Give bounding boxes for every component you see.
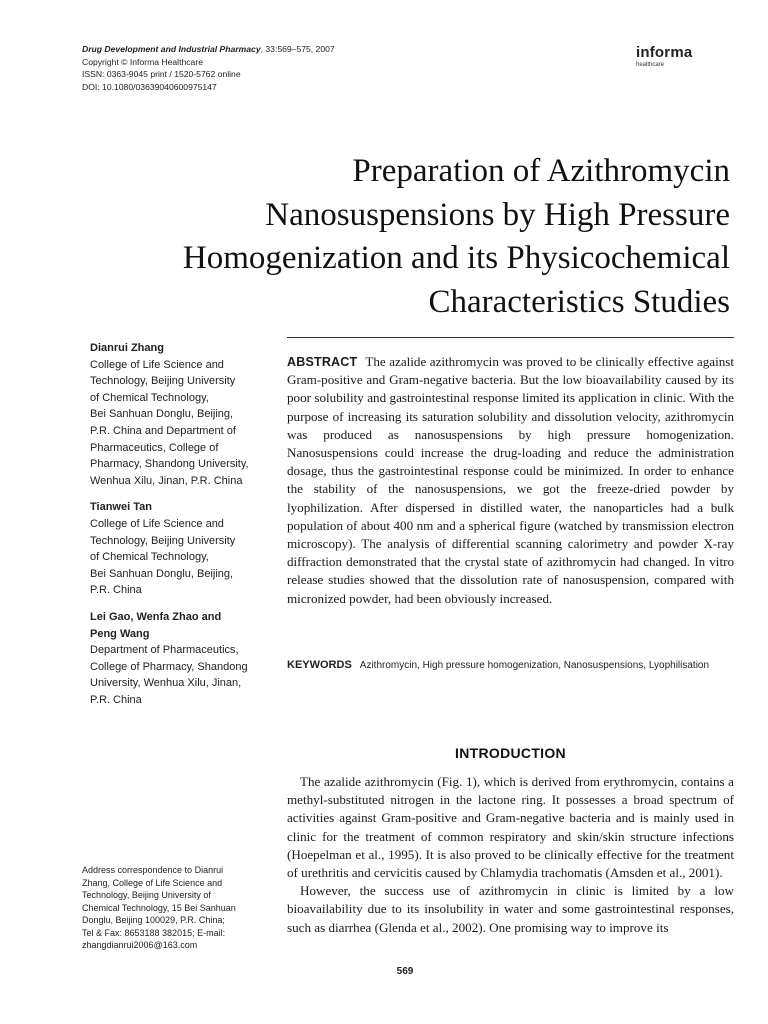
publisher-brand: informa — [636, 44, 693, 61]
title-line-4: Characteristics Studies — [428, 283, 730, 320]
abstract-label: ABSTRACT — [287, 355, 358, 369]
title-line-2: Nanosuspensions by High Pressure — [265, 196, 730, 233]
title-line-3: Homogenization and its Physicochemical — [182, 240, 730, 276]
author-block — [90, 340, 275, 489]
author-affiliation: Department of Pharmaceutics, College of Pharmacy, Shandong University, Wenhua Xilu, Jinan, P.R. China — [90, 644, 248, 706]
author-name: Dianrui Zhang — [90, 342, 164, 354]
journal-volume-pages: , 33:569–575, 2007 — [260, 44, 335, 54]
copyright-line: Copyright © Informa Healthcare — [82, 56, 203, 67]
keywords — [287, 658, 734, 673]
author-column — [90, 340, 275, 718]
author-block — [90, 499, 275, 599]
publisher-logo — [636, 44, 736, 69]
article-title — [80, 150, 730, 324]
keywords-text: Azithromycin, High pressure homogenization, Nanosuspensions, Lyophilisation — [359, 660, 710, 671]
title-line-1: Preparation of Azithromycin — [352, 153, 730, 189]
page-number: 569 — [396, 966, 414, 977]
title-divider — [287, 337, 734, 338]
intro-paragraph: The azalide azithromycin (Fig. 1), which is derived from erythromycin, contains a methyl-substituted nitrogen in the lactone ring. It possesses a broad spectrum of activities against Gram-positive and Gram-negative bacteria and is mainly used in clinic for the treatment of common respiratory and skin/skin structure infections (Hoepelman et al., 1995). It is also proved to be clinically effective for the treatment of urethritis and cervicitis caused by Chlamydia trachomatis (Amsden et al., 2001). — [287, 774, 734, 881]
journal-header — [82, 43, 482, 93]
author-block — [90, 609, 275, 709]
author-name: Lei Gao, Wenfa Zhao and Peng Wang — [90, 610, 222, 640]
author-name: Tianwei Tan — [90, 501, 152, 514]
keywords-label: KEYWORDS — [287, 659, 352, 671]
correspondence-note: Address correspondence to Dianrui Zhang, College of Life Science and Technology, Beijing University of Chemical Technology, 15 Bei Sanhuan Donglu, Beijing 100029, P.R. China; Tel & Fax: 8653188 382015; E-mail: zhangdianrui2006@163.com — [82, 865, 236, 950]
journal-name: Drug Development and Industrial Pharmacy — [82, 44, 261, 54]
issn-line: ISSN: 0363-9045 print / 1520-5762 online — [82, 69, 241, 80]
doi-line: DOI: 10.1080/03639040600975147 — [82, 81, 217, 92]
introduction-heading: INTRODUCTION — [455, 745, 566, 761]
abstract-text: The azalide azithromycin was proved to be clinically effective against Gram-positive and Gram-negative bacteria. But the low bioavailability caused by its poor solubility and gastrointestinal response limited its application in clinic. With the purpose of increasing its saturation solubility and dissolution velocity, azithromycin was produced as nanosuspensions by high pressure homogenization. Nanosuspensions could increase the drug-loading and reduce the administration dosage, thus the gastrointestinal response could be minimized. In order to enhance the stability of the nanosuspensions, we got the freeze-dried powder by lyophilization. After dispersed in distilled water, the nanoparticles had a bulk population of about 400 nm and a spherical figure (watched by transmission electron microscopy). The analysis of differential scanning calorimetry and powder X-ray diffraction demonstrated that the crystal state of azithromycin had changed. In vitro release studies showed that the dissolution rate of nanosuspension, compared with micronized powder, had been obviously increased. — [287, 354, 734, 606]
author-affiliation: College of Life Science and Technology, Beijing University of Chemical Technology, Bei Sanhuan Donglu, Beijing, P.R. China — [90, 517, 236, 597]
abstract — [287, 353, 734, 608]
journal-citation — [82, 43, 482, 56]
introduction-body — [287, 773, 734, 937]
publisher-sub: healthcare — [636, 62, 665, 68]
author-affiliation: College of Life Science and Technology, Beijing University of Chemical Technology, Bei Sanhuan Donglu, Beijing, P.R. China and Department of Pharmaceutics, College of Pharmacy, Shandong University, Wenhua Xilu, Jinan, P.R. China — [90, 358, 249, 487]
intro-paragraph: However, the success use of azithromycin in clinic is limited by a low bioavailability due to its insolubility in water and some gastrointestinal responses, such as diarrhea (Glenda et al., 2002). One promising way to improve its — [287, 883, 734, 935]
